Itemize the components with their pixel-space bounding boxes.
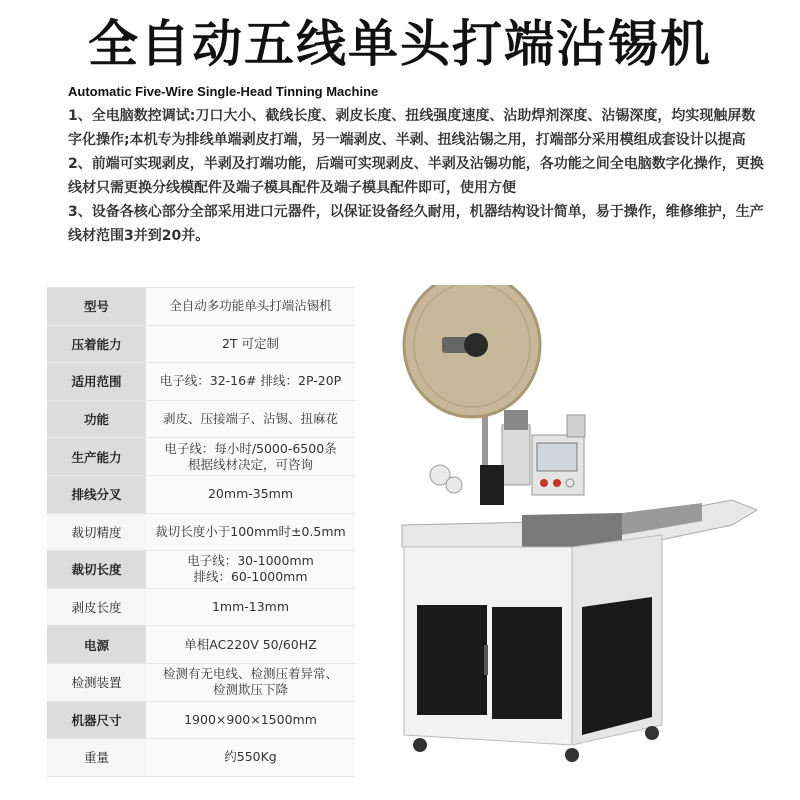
spec-value-line: 检测有无电线、检测压着异常、 [162,666,338,682]
spec-key: 裁切精度 [47,513,146,551]
spec-value-line: 20mm-35mm [207,486,294,502]
spec-value [146,363,355,401]
feature-item-1: 1、全电脑数控调试:刀口大小、截线长度、剥皮长度、扭线强度速度、沾助焊剂深度、沾锡深度，均实现触屏数字化操作;本机专为排线单端剥皮打端，另一端剥皮、半剥、扭线沾锡之用，打端部分采用模组成套设计以提高 [68,108,756,148]
spec-key: 检测装置 [47,663,146,701]
spec-row [47,663,355,701]
red-button-2 [553,479,561,487]
caster-wheel-2 [565,748,579,762]
spec-value-line: 电子线：30-1000mm [187,553,314,569]
page-title: 全自动五线单头打端沾锡机 [88,15,712,73]
spec-row [47,551,355,589]
spec-row [47,475,355,513]
spec-row [47,363,355,401]
feature-item-2: 2、前端可实现剥皮，半剥及打端功能，后端可实现剥皮、半剥及沾锡功能，各功能之间全电脑数字化操作，更换线材只需更换分线模配件及端子模具配件及端子模具配件即可，使用方便 [68,156,764,196]
tower-light [567,415,585,437]
guide-wheel-2 [446,477,462,493]
spec-table [47,287,355,777]
spec-key: 压着能力 [47,325,146,363]
spec-value-line: 剥皮、压接端子、沾锡、扭麻花 [162,411,338,427]
feature-item-3: 3、设备各核心部分全部采用进口元器件，以保证设备经久耐用，机器结构设计简单，易于操作，维修维护，生产线材范围3并到20并。 [68,204,764,244]
spec-key: 剥皮长度 [47,588,146,626]
crimp-head [480,465,504,505]
press-motor [504,410,528,430]
spec-value-line: 排线：60-1000mm [193,569,308,585]
spec-value-line: 根据线材决定，可咨询 [187,456,313,472]
spec-value [146,739,355,777]
caster-wheel [413,738,427,752]
spec-value [146,513,355,551]
spec-row [47,438,355,476]
caster-wheel-3 [645,726,659,740]
spec-row [47,325,355,363]
spec-value-line: 约550Kg [224,749,277,765]
spec-value [146,288,355,326]
spec-key: 重量 [47,739,146,777]
spec-key: 功能 [47,400,146,438]
spec-key: 适用范围 [47,363,146,401]
spec-value [146,701,355,739]
spec-row [47,739,355,777]
spec-value [146,663,355,701]
spec-value [146,400,355,438]
machine-illustration [372,285,772,785]
spec-row [47,288,355,326]
spec-row [47,701,355,739]
spec-value-line: 全自动多功能单头打端沾锡机 [169,298,332,314]
red-button [540,479,548,487]
spec-row [47,400,355,438]
spec-value [146,325,355,363]
spec-key: 电源 [47,626,146,664]
touch-screen [537,443,577,471]
spec-value-line: 2T 可定制 [221,335,280,351]
spec-key: 机器尺寸 [47,701,146,739]
spec-value-line: 1mm-13mm [211,599,290,615]
spec-key: 排线分叉 [47,475,146,513]
spec-key: 型号 [47,288,146,326]
cabinet-door-right [492,607,562,719]
spec-value [146,438,355,476]
spec-value-line: 裁切长度小于100mm时±0.5mm [155,523,346,539]
white-button [566,479,574,487]
feature-list [68,104,768,248]
spec-value [146,626,355,664]
spec-value [146,475,355,513]
spec-key: 裁切长度 [47,551,146,589]
spec-row [47,588,355,626]
door-handle [484,645,488,675]
spec-value-line: 1900×900×1500mm [184,711,317,727]
page-subtitle: Automatic Five-Wire Single-Head Tinning Machine [68,84,379,99]
spec-row [47,513,355,551]
spec-value-line: 电子线：32-16# 排线：2P-20P [159,373,342,389]
spec-value-line: 单相AC220V 50/60HZ [184,636,317,652]
spec-value-line: 检测欺压下降 [212,682,288,698]
spec-key: 生产能力 [47,438,146,476]
cabinet-door-front [582,597,652,735]
press-column [502,425,530,485]
spec-row [47,626,355,664]
cabinet-door-left [417,605,487,715]
spec-value [146,551,355,589]
spec-value [146,588,355,626]
spec-value-line: 电子线：每小时/5000-6500条 [164,440,337,456]
reel-hub-cap [464,333,488,357]
